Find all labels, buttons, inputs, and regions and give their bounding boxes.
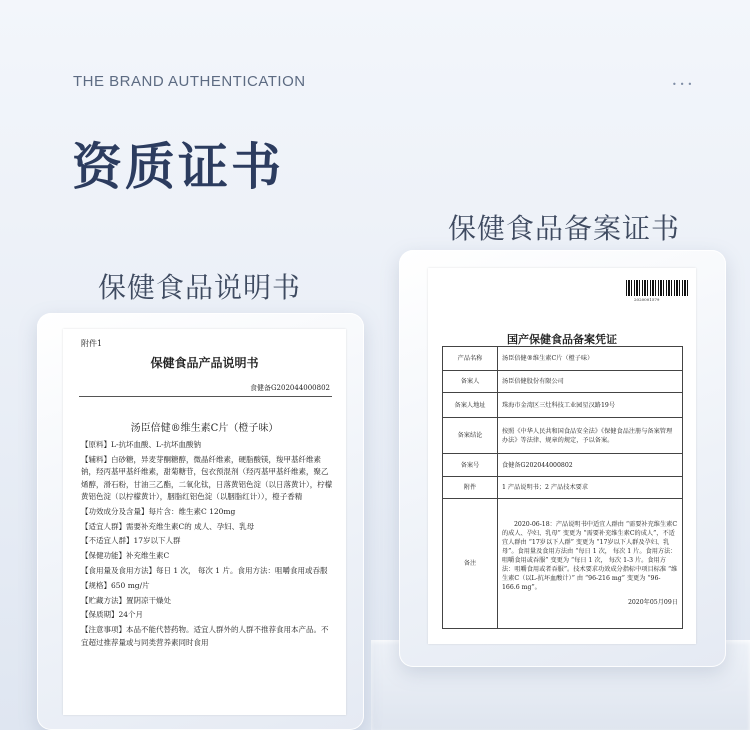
certificate-title: 国产保健食品备案凭证: [507, 333, 617, 346]
manual-item-function: 【保健功能】补充维生素C: [81, 551, 170, 561]
barcode: [626, 280, 690, 296]
row-value: 按照《中华人民共和国食品安全法》《保健食品注册与备案管理办法》等法律、规章的规定，予以备案。: [498, 418, 683, 454]
row-label: 备案人: [443, 371, 498, 393]
table-row: [443, 499, 683, 629]
brand-authentication-text: THE BRAND AUTHENTICATION: [73, 73, 306, 90]
manual-items: [81, 439, 335, 651]
product-name: 汤臣倍健®维生素C片（橙子味）: [130, 423, 279, 434]
page-title: 资质证书: [72, 138, 284, 196]
manual-item-notes: 【注意事项】本品不能代替药物。适宜人群外的人群不推荐食用本产品。不宜超过推荐量或与同类营养素同时食用: [81, 625, 329, 647]
right-caption: 保健食品备案证书: [448, 212, 681, 245]
manual-item-storage: 【贮藏方法】置阴凉干燥处: [81, 595, 171, 605]
row-label: 备案人地址: [443, 393, 498, 418]
manual-item-excipients: 【辅料】白砂糖，异麦芽酮糖醇，微晶纤维素，硬脂酸镁，羧甲基纤维素钠，羟丙基甲基纤维素，甜菊糖苷，包衣预混剂（羟丙基甲基纤维素，聚乙烯醇，滑石粉，甘油三乙酯，二氧化钛，日落黄铝色淀（以日落黄计），柠檬黄铝色淀（以柠檬黄计），胭脂红铝色淀（以胭脂红计）），橙子香精: [81, 454, 333, 502]
table-row: [443, 454, 683, 477]
row-label: 备注: [443, 499, 498, 629]
row-value: 食健备G202044000802: [498, 454, 683, 477]
row-label: 产品名称: [443, 347, 498, 371]
row-label: 备案结论: [443, 418, 498, 454]
manual-item-dosage: 【食用量及食用方法】每日 1 次， 每次 1 片。食用方法：咀嚼食用或吞服: [81, 566, 328, 575]
table-row: [443, 347, 683, 371]
row-value: 汤臣倍健股份有限公司: [498, 371, 683, 393]
row-label: 备案号: [443, 454, 498, 477]
row-value: 汤臣倍健®维生素C片（橙子味）: [498, 347, 683, 371]
manual-item-suitable-people: 【适宜人群】需要补充维生素C的 成人、孕妇、乳母: [81, 521, 255, 531]
divider: [79, 396, 332, 397]
table-row: [443, 418, 683, 454]
manual-item-unsuitable-people: 【不适宜人群】17岁以下人群: [81, 536, 181, 546]
decorative-dots: •••: [672, 80, 696, 89]
manual-title: 保健食品产品说明书: [150, 356, 259, 370]
row-label: 附件: [443, 477, 498, 499]
table-row: [443, 371, 683, 393]
table-row: [443, 393, 683, 418]
manual-item-ingredients: 【原料】L-抗坏血酸、L-抗坏血酸钠: [81, 440, 202, 449]
filing-number: 食健备G202044000802: [249, 384, 330, 392]
row-value: 珠海市金湾区三灶科技工业园星汉路19号: [498, 393, 683, 418]
table-row: [443, 477, 683, 499]
manual-item-active-content: 【功效成分及含量】每片含：维生素C 120mg: [81, 506, 236, 516]
manual-item-spec: 【规格】650 mg/片: [81, 580, 150, 590]
certificate-table: [442, 346, 683, 629]
row-value: 1 产品说明书；2 产品技术要求: [498, 477, 683, 499]
left-caption: 保健食品说明书: [98, 271, 302, 304]
remark-cell: [498, 499, 683, 629]
barcode-number: 2020001579: [634, 297, 660, 302]
attachment-label: 附件1: [81, 339, 103, 348]
remark-text: 2020-06-18：产品说明书中适宜人群由 “需要补充维生素C的成人、孕妇、乳母” 变更为 “需要补充维生素C的成人”，不适宜人群由 “17岁以下人群” 变更为 “17岁以下人群及孕妇、乳母”。食用量及食用方法由 “每日 1 次， 每次 1 片。食用方法：咀嚼食用或吞服” 变更为 “每日 1 次， 每次 1-3 片。食用方法：咀嚼食用或者吞服”。技术要求功效成分指标中项目标准 “维生素C（以L-抗坏血酸计）” 由 “96-216 mg” 变更为 “96-166.6 mg”。: [502, 521, 678, 591]
product-manual-document: [63, 329, 346, 715]
remark-date: 2020年05月09日: [627, 599, 678, 606]
manual-item-shelf-life: 【保质期】24个月: [81, 610, 144, 620]
filing-certificate-document: [428, 268, 696, 644]
